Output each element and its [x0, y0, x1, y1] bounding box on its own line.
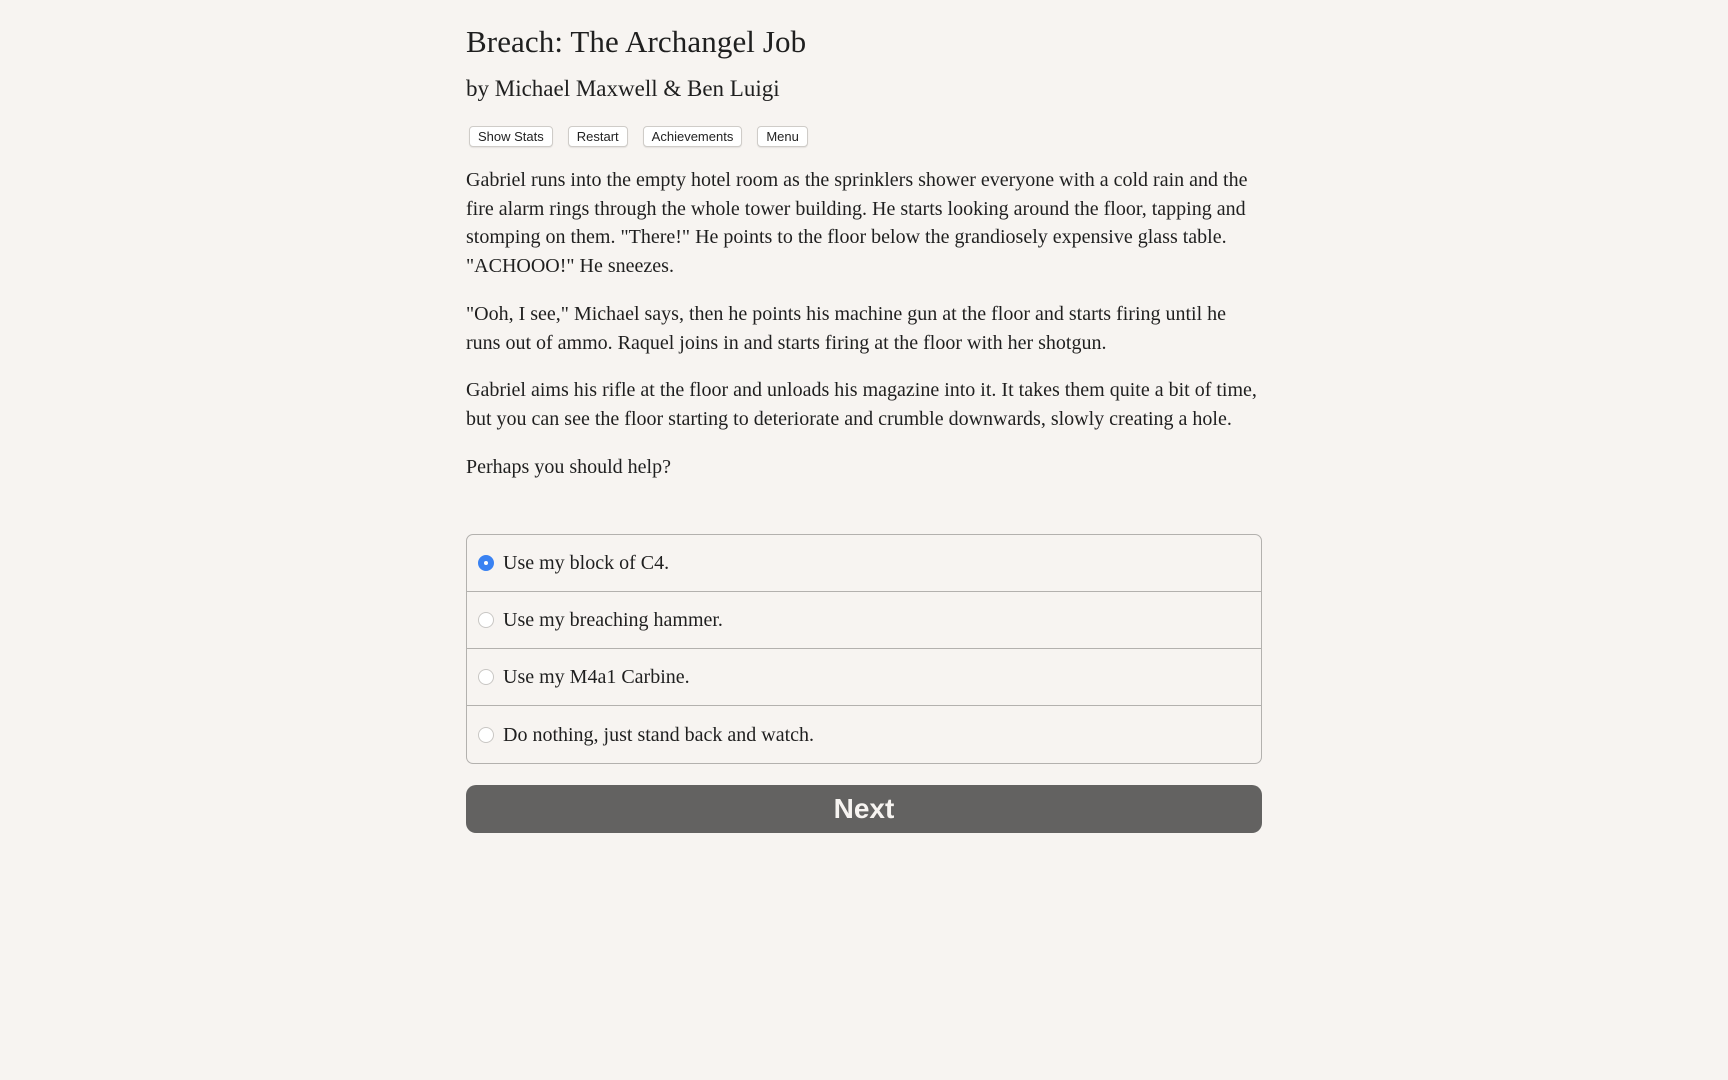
achievements-button[interactable]: Achievements — [643, 126, 743, 147]
choice-option-do-nothing[interactable] — [467, 706, 1261, 763]
menu-button[interactable]: Menu — [757, 126, 808, 147]
choice-label: Use my block of C4. — [503, 552, 670, 574]
toolbar — [469, 126, 808, 147]
restart-button[interactable]: Restart — [568, 126, 628, 147]
radio-unselected-icon[interactable] — [478, 669, 494, 685]
choice-list — [466, 534, 1262, 764]
choice-label: Use my breaching hammer. — [503, 609, 723, 631]
radio-unselected-icon[interactable] — [478, 727, 494, 743]
choice-option-breaching-hammer[interactable] — [467, 592, 1261, 649]
choice-option-c4[interactable] — [467, 535, 1261, 592]
show-stats-button[interactable]: Show Stats — [469, 126, 553, 147]
next-button[interactable]: Next — [466, 785, 1262, 833]
story-prompt: Perhaps you should help? — [466, 455, 671, 478]
story-paragraph: Gabriel aims his rifle at the floor and unloads his magazine into it. It takes them quite a bit of time, but you can see the floor starting to deteriorate and crumble downwards, slowly creating a hole. — [466, 379, 1257, 430]
choice-label: Do nothing, just stand back and watch. — [503, 723, 815, 746]
choice-label: Use my M4a1 Carbine. — [503, 666, 690, 688]
radio-unselected-icon[interactable] — [478, 612, 494, 628]
game-byline: by Michael Maxwell & Ben Luigi — [466, 76, 780, 101]
radio-selected-icon[interactable] — [478, 555, 494, 571]
story-paragraph: Gabriel runs into the empty hotel room as the sprinklers shower everyone with a cold rain and the fire alarm rings through the whole tower building. He starts looking around the floor, tapping and stomping on them. "There!" He points to the floor below the grandiosely expensive glass table. "ACHOOO!" He sneezes. — [466, 169, 1248, 278]
choice-option-carbine[interactable] — [467, 649, 1261, 706]
story-text — [466, 166, 1262, 500]
story-paragraph: "Ooh, I see," Michael says, then he points his machine gun at the floor and starts firing until he runs out of ammo. Raquel joins in and starts firing at the floor with her shotgun. — [466, 302, 1227, 354]
game-title: Breach: The Archangel Job — [466, 24, 807, 59]
